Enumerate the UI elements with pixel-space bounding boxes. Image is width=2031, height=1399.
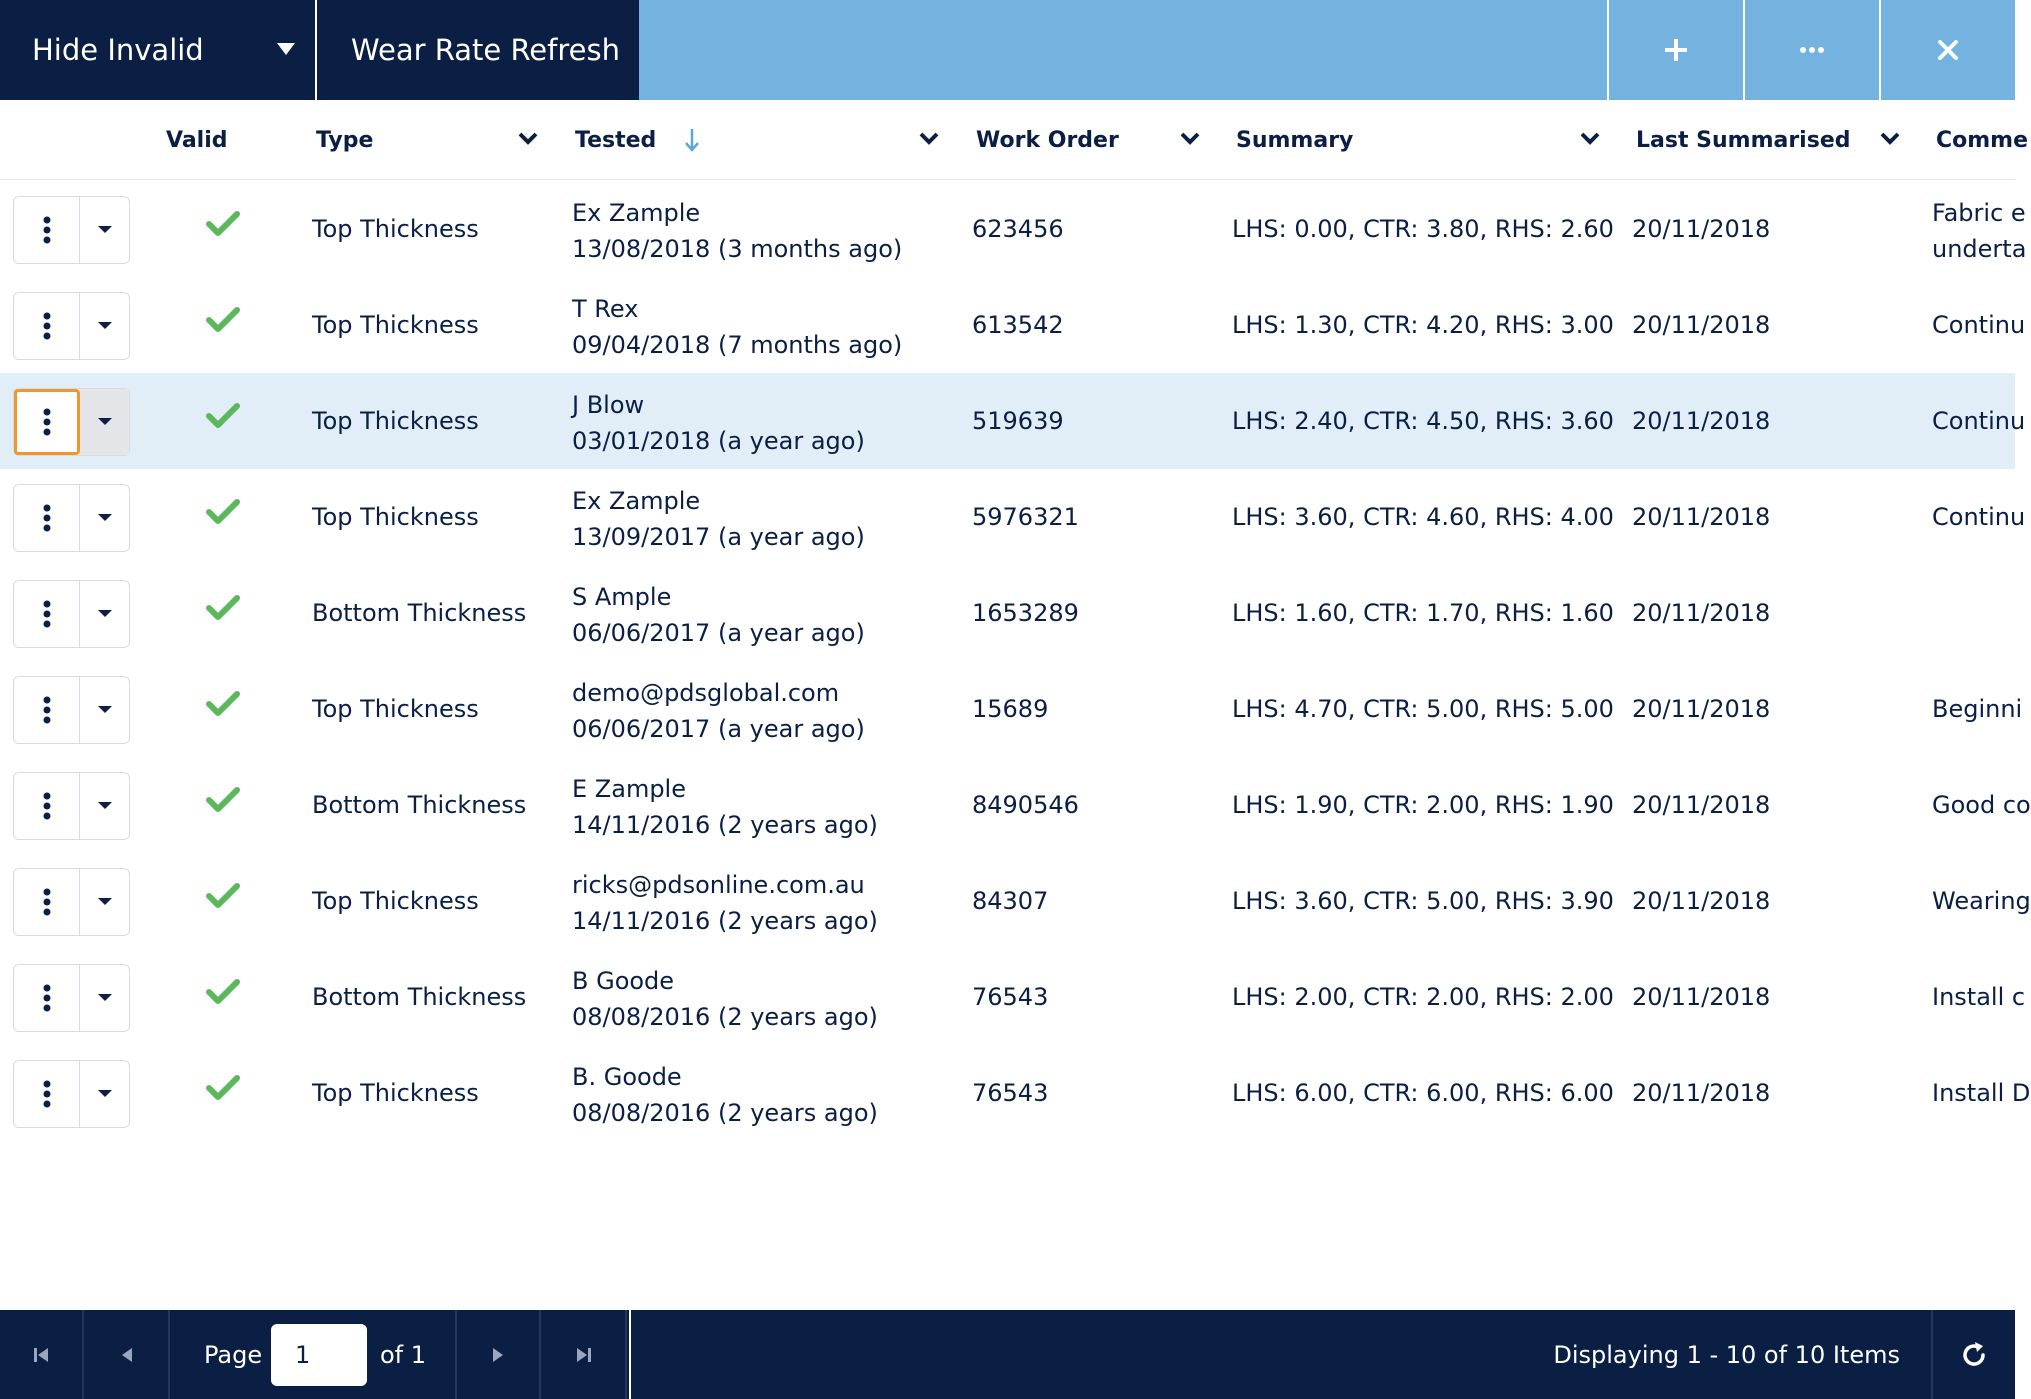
table-row[interactable]: [0, 469, 2026, 565]
row-menu-button[interactable]: [14, 869, 80, 935]
row-action-group: [13, 196, 130, 264]
row-dropdown-button[interactable]: [80, 581, 129, 647]
tested-by: demo@pdsglobal.com: [572, 679, 840, 707]
row-action-group: [13, 868, 130, 936]
tested-cell: [572, 195, 902, 267]
sort-descending-icon: [684, 128, 700, 152]
summary-cell: LHS: 1.90, CTR: 2.00, RHS: 1.90: [1232, 791, 1614, 819]
check-icon: [207, 403, 239, 429]
check-icon: [207, 595, 239, 621]
check-icon: [207, 691, 239, 717]
work-order-cell: 519639: [972, 407, 1064, 435]
close-icon: [1938, 40, 1958, 60]
check-icon: [207, 1075, 239, 1101]
chevron-down-icon[interactable]: [919, 132, 939, 146]
work-order-cell: 623456: [972, 215, 1064, 243]
row-menu-button[interactable]: [14, 389, 80, 455]
tested-date: 08/08/2016 (2 years ago): [572, 1003, 878, 1031]
vertical-ellipsis-icon: [43, 984, 51, 1012]
last-summarised-cell: 20/11/2018: [1632, 215, 1771, 243]
tested-by: B. Goode: [572, 1063, 682, 1091]
page-of-label: of 1: [380, 1340, 427, 1369]
column-header-type[interactable]: [316, 100, 540, 180]
tested-date: 06/06/2017 (a year ago): [572, 619, 865, 647]
tested-cell: [572, 1059, 878, 1131]
tested-date: 03/01/2018 (a year ago): [572, 427, 865, 455]
chevron-down-icon[interactable]: [1880, 132, 1900, 146]
table-row[interactable]: [0, 565, 2015, 661]
row-action-group: [13, 292, 130, 360]
comment-line: Continu: [1932, 407, 2026, 435]
caret-down-icon: [97, 321, 113, 331]
wear-rate-refresh-label: Wear Rate Refresh: [351, 33, 620, 67]
work-order-cell: 5976321: [972, 503, 1079, 531]
tested-cell: [572, 579, 865, 651]
column-header-last-summarised[interactable]: [1636, 100, 1900, 180]
chevron-down-icon[interactable]: [1180, 132, 1200, 146]
pager: [0, 1310, 2015, 1399]
type-cell: Top Thickness: [312, 1079, 479, 1107]
hide-invalid-dropdown[interactable]: [0, 0, 317, 100]
column-header-label: Comme: [1936, 127, 2029, 153]
tested-cell: [572, 291, 902, 363]
vertical-ellipsis-icon: [43, 696, 51, 724]
check-icon: [207, 883, 239, 909]
row-menu-button[interactable]: [14, 773, 80, 839]
column-header-work-order[interactable]: [976, 100, 1200, 180]
row-action-group: [13, 964, 130, 1032]
row-menu-button[interactable]: [14, 677, 80, 743]
column-header-label: Work Order: [976, 127, 1119, 153]
last-summarised-cell: 20/11/2018: [1632, 599, 1771, 627]
comments-cell: [1932, 661, 2022, 757]
comment-line: Fabric e: [1932, 199, 2026, 227]
ellipsis-icon: [1800, 46, 1824, 54]
add-button[interactable]: [1607, 0, 1743, 100]
plus-icon: [1664, 38, 1688, 62]
toolbar: [0, 0, 2015, 100]
comments-cell: [1932, 277, 2025, 373]
column-header-valid[interactable]: [166, 100, 228, 180]
refresh-icon: [1958, 1339, 1990, 1371]
last-summarised-cell: 20/11/2018: [1632, 503, 1771, 531]
vertical-ellipsis-icon: [43, 408, 51, 436]
last-page-button[interactable]: [543, 1310, 627, 1399]
toolbar-spacer: [639, 0, 1607, 100]
row-menu-button[interactable]: [14, 485, 80, 551]
page-label: Page: [204, 1340, 263, 1369]
row-menu-button[interactable]: [14, 197, 80, 263]
row-dropdown-button[interactable]: [80, 677, 129, 743]
tested-date: 13/09/2017 (a year ago): [572, 523, 865, 551]
tested-by: Ex Zample: [572, 199, 701, 227]
grid-header: [0, 100, 2029, 180]
tested-date: 14/11/2016 (2 years ago): [572, 907, 878, 935]
tested-by: T Rex: [572, 295, 639, 323]
caret-down-icon: [97, 897, 113, 907]
close-button[interactable]: [1879, 0, 2015, 100]
last-summarised-cell: 20/11/2018: [1632, 887, 1771, 915]
items-display-status: Displaying 1 - 10 of 10 Items: [1553, 1340, 1900, 1369]
check-icon: [207, 979, 239, 1005]
last-summarised-cell: 20/11/2018: [1632, 983, 1771, 1011]
summary-cell: LHS: 0.00, CTR: 3.80, RHS: 2.60: [1232, 215, 1614, 243]
vertical-ellipsis-icon: [43, 792, 51, 820]
vertical-ellipsis-icon: [43, 312, 51, 340]
type-cell: Top Thickness: [312, 311, 479, 339]
comment-line: Continu: [1932, 503, 2026, 531]
table-row[interactable]: [0, 181, 2027, 277]
row-menu-button[interactable]: [14, 581, 80, 647]
next-page-button[interactable]: [457, 1310, 541, 1399]
grid-body: [0, 181, 2031, 1141]
hide-invalid-label: Hide Invalid: [32, 33, 204, 67]
row-dropdown-button[interactable]: [80, 485, 129, 551]
work-order-cell: 613542: [972, 311, 1064, 339]
last-summarised-cell: 20/11/2018: [1632, 1079, 1771, 1107]
type-cell: Bottom Thickness: [312, 983, 527, 1011]
summary-cell: LHS: 1.30, CTR: 4.20, RHS: 3.00: [1232, 311, 1614, 339]
table-row[interactable]: [0, 949, 2026, 1045]
work-order-cell: 76543: [972, 1079, 1049, 1107]
vertical-ellipsis-icon: [43, 600, 51, 628]
next-page-icon: [491, 1346, 505, 1364]
tested-date: 08/08/2016 (2 years ago): [572, 1099, 878, 1127]
caret-down-icon: [97, 801, 113, 811]
type-cell: Top Thickness: [312, 887, 479, 915]
comments-cell: [1932, 1045, 2030, 1141]
comment-line: Good co: [1932, 791, 2031, 819]
row-action-group: [13, 676, 130, 744]
column-header-summary[interactable]: [1236, 100, 1600, 180]
first-page-icon: [32, 1346, 50, 1364]
tested-cell: [572, 675, 865, 747]
table-row[interactable]: [0, 853, 2031, 949]
caret-down-icon: [97, 417, 113, 427]
summary-cell: LHS: 6.00, CTR: 6.00, RHS: 6.00: [1232, 1079, 1614, 1107]
type-cell: Top Thickness: [312, 407, 479, 435]
column-header-label: Type: [316, 127, 374, 153]
comment-line: underta: [1932, 235, 2027, 263]
row-menu-button[interactable]: [14, 293, 80, 359]
column-header-label: Summary: [1236, 127, 1354, 153]
summary-cell: LHS: 3.60, CTR: 4.60, RHS: 4.00: [1232, 503, 1614, 531]
row-dropdown-button[interactable]: [80, 965, 129, 1031]
comments-cell: [1932, 853, 2031, 949]
caret-down-icon: [97, 513, 113, 523]
table-row[interactable]: [0, 373, 2026, 469]
work-order-cell: 76543: [972, 983, 1049, 1011]
row-action-group: [13, 484, 130, 552]
comments-cell: [1932, 757, 2031, 853]
last-summarised-cell: 20/11/2018: [1632, 407, 1771, 435]
summary-cell: LHS: 3.60, CTR: 5.00, RHS: 3.90: [1232, 887, 1614, 915]
tested-by: J Blow: [572, 391, 645, 419]
last-summarised-cell: 20/11/2018: [1632, 311, 1771, 339]
first-page-button[interactable]: [0, 1310, 84, 1399]
row-dropdown-button[interactable]: [80, 869, 129, 935]
comments-cell: [1932, 373, 2025, 469]
comment-line: Continu: [1932, 311, 2026, 339]
check-icon: [207, 211, 239, 237]
tested-cell: [572, 771, 878, 843]
work-order-cell: 8490546: [972, 791, 1079, 819]
work-order-cell: 1653289: [972, 599, 1079, 627]
tested-by: ricks@pdsonline.com.au: [572, 871, 865, 899]
row-menu-button[interactable]: [14, 965, 80, 1031]
caret-down-icon: [277, 43, 295, 55]
row-dropdown-button[interactable]: [80, 389, 129, 455]
tested-date: 13/08/2018 (3 months ago): [572, 235, 903, 263]
type-cell: Bottom Thickness: [312, 599, 527, 627]
caret-down-icon: [97, 609, 113, 619]
row-menu-button[interactable]: [14, 1061, 80, 1127]
page-number-input[interactable]: 1: [271, 1324, 367, 1386]
column-header-label: Valid: [166, 127, 228, 153]
column-header-label: Last Summarised: [1636, 127, 1851, 153]
tested-date: 06/06/2017 (a year ago): [572, 715, 865, 743]
tested-cell: [572, 483, 865, 555]
table-row[interactable]: [0, 1045, 2031, 1141]
previous-page-button[interactable]: [86, 1310, 170, 1399]
type-cell: Bottom Thickness: [312, 791, 527, 819]
chevron-down-icon[interactable]: [518, 132, 538, 146]
row-dropdown-button[interactable]: [80, 773, 129, 839]
row-dropdown-button[interactable]: [80, 293, 129, 359]
table-row[interactable]: [0, 661, 2023, 757]
table-row[interactable]: [0, 757, 2031, 853]
row-action-group: [13, 580, 130, 648]
summary-cell: LHS: 2.00, CTR: 2.00, RHS: 2.00: [1232, 983, 1614, 1011]
chevron-down-icon[interactable]: [1580, 132, 1600, 146]
tested-date: 09/04/2018 (7 months ago): [572, 331, 903, 359]
vertical-ellipsis-icon: [43, 888, 51, 916]
summary-cell: LHS: 4.70, CTR: 5.00, RHS: 5.00: [1232, 695, 1614, 723]
wear-rate-refresh-button[interactable]: [317, 0, 639, 100]
column-header-tested[interactable]: [575, 100, 941, 180]
caret-down-icon: [97, 225, 113, 235]
comments-cell: [1932, 469, 2025, 565]
check-icon: [207, 307, 239, 333]
comments-cell: [1932, 195, 2026, 267]
comment-line: Install c: [1932, 983, 2026, 1011]
row-dropdown-button[interactable]: [80, 1061, 129, 1127]
tested-cell: [572, 963, 878, 1035]
tested-cell: [572, 387, 865, 459]
row-dropdown-button[interactable]: [80, 197, 129, 263]
check-icon: [207, 787, 239, 813]
row-action-group: [13, 388, 130, 456]
type-cell: Top Thickness: [312, 695, 479, 723]
comments-cell: [1932, 949, 2025, 1045]
caret-down-icon: [97, 705, 113, 715]
comment-line: Beginni: [1932, 695, 2023, 723]
vertical-ellipsis-icon: [43, 1080, 51, 1108]
tested-by: B Goode: [572, 967, 675, 995]
type-cell: Top Thickness: [312, 215, 479, 243]
row-action-group: [13, 1060, 130, 1128]
work-order-cell: 15689: [972, 695, 1049, 723]
comment-line: Wearing: [1932, 887, 2031, 915]
tested-by: Ex Zample: [572, 487, 701, 515]
work-order-cell: 84307: [972, 887, 1049, 915]
refresh-button[interactable]: [1931, 1310, 2015, 1399]
type-cell: Top Thickness: [312, 503, 479, 531]
comment-line: Install D: [1932, 1079, 2031, 1107]
summary-cell: LHS: 1.60, CTR: 1.70, RHS: 1.60: [1232, 599, 1614, 627]
tested-date: 14/11/2016 (2 years ago): [572, 811, 878, 839]
check-icon: [207, 499, 239, 525]
pager-divider: [629, 1310, 631, 1399]
vertical-ellipsis-icon: [43, 504, 51, 532]
vertical-ellipsis-icon: [43, 216, 51, 244]
last-summarised-cell: 20/11/2018: [1632, 791, 1771, 819]
tested-by: S Ample: [572, 583, 672, 611]
table-row[interactable]: [0, 277, 2026, 373]
column-header-comments[interactable]: [1936, 100, 2028, 180]
row-action-group: [13, 772, 130, 840]
tested-by: E Zample: [572, 775, 686, 803]
caret-down-icon: [97, 993, 113, 1003]
more-options-button[interactable]: [1743, 0, 1879, 100]
tested-cell: [572, 867, 878, 939]
last-page-icon: [575, 1346, 593, 1364]
summary-cell: LHS: 2.40, CTR: 4.50, RHS: 3.60: [1232, 407, 1614, 435]
caret-down-icon: [97, 1089, 113, 1099]
last-summarised-cell: 20/11/2018: [1632, 695, 1771, 723]
column-header-label: Tested: [575, 127, 657, 153]
previous-page-icon: [120, 1346, 134, 1364]
